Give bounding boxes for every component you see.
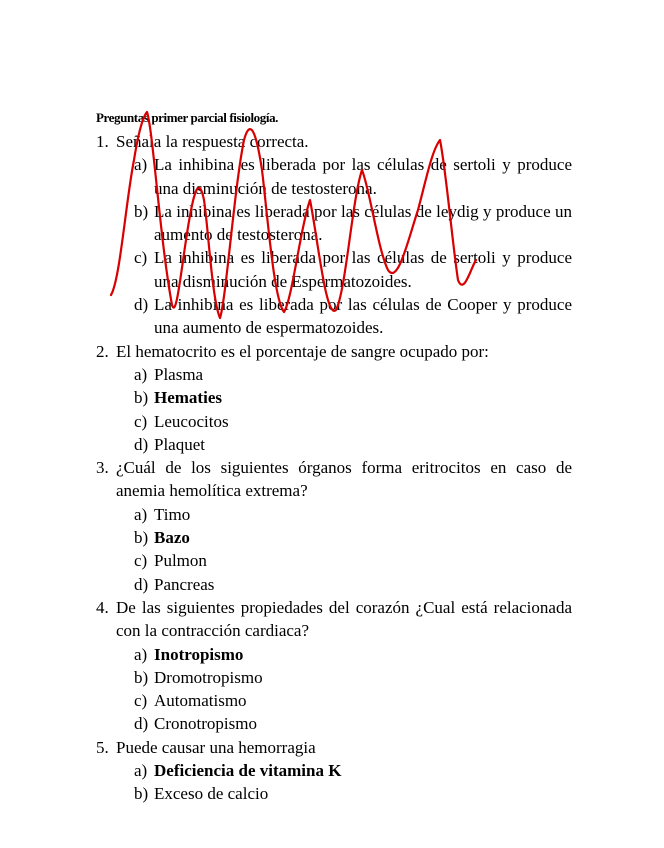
question-1 xyxy=(96,130,572,153)
answer-option xyxy=(96,643,572,666)
option-letter: a) xyxy=(134,644,148,664)
answer-option xyxy=(96,200,572,247)
option-text: Timo xyxy=(154,504,191,524)
document-title: Preguntas primer parcial fisiología. xyxy=(96,110,279,125)
answer-option xyxy=(96,153,572,200)
question-text: ¿Cuál de los siguientes órganos forma eritrocitos en caso de anemia hemolítica extrema? xyxy=(116,458,572,501)
question-number: 1. xyxy=(96,132,109,151)
option-letter: b) xyxy=(134,528,149,548)
option-letter: a) xyxy=(134,761,148,781)
question-number: 3. xyxy=(96,458,109,478)
option-letter: a) xyxy=(134,504,148,524)
option-letter: b) xyxy=(134,201,149,221)
option-text-correct: Hematies xyxy=(154,388,222,408)
question-text: El hematocrito es el porcentaje de sangre ocupado por: xyxy=(116,341,489,361)
option-text: Pulmon xyxy=(154,551,207,571)
question-number: 5. xyxy=(96,737,109,757)
answer-option xyxy=(96,782,572,805)
answer-option xyxy=(96,363,572,386)
option-letter: d) xyxy=(134,295,149,315)
option-text: La inhibina es liberada por las células de leydig y produce un aumento de testosterona. xyxy=(154,201,572,245)
answer-option xyxy=(96,293,572,340)
option-letter: a) xyxy=(134,155,148,175)
answer-option xyxy=(96,573,572,596)
option-text-correct: Deficiencia de vitamina K xyxy=(154,761,342,781)
option-letter: c) xyxy=(134,411,148,431)
option-text: Cronotropismo xyxy=(154,714,257,734)
option-text: Leucocitos xyxy=(154,411,229,431)
option-letter: d) xyxy=(134,574,149,594)
question-3 xyxy=(96,456,572,503)
option-text-correct: Bazo xyxy=(154,528,190,548)
question-number: 4. xyxy=(96,597,109,617)
question-list xyxy=(96,130,572,806)
question-text: De las siguientes propiedades del corazón ¿Cual está relacionada con la contracción cardiaca? xyxy=(116,597,572,641)
question-2 xyxy=(96,340,572,363)
options-list xyxy=(96,503,572,596)
answer-option xyxy=(96,410,572,433)
answer-option xyxy=(96,759,572,782)
option-letter: b) xyxy=(134,667,149,687)
options-list xyxy=(96,363,572,456)
question-5 xyxy=(96,736,572,759)
option-letter: c) xyxy=(134,248,148,268)
question-text: Puede causar una hemorragia xyxy=(116,737,316,757)
answer-option xyxy=(96,526,572,549)
answer-option xyxy=(96,386,572,409)
option-text-correct: Inotropismo xyxy=(154,644,244,664)
answer-option xyxy=(96,689,572,712)
question-text: Señala la respuesta correcta. xyxy=(116,132,309,151)
answer-option xyxy=(96,503,572,526)
option-letter: b) xyxy=(134,784,149,804)
option-text: Automatismo xyxy=(154,691,247,711)
option-text: Dromotropismo xyxy=(154,667,263,687)
answer-option xyxy=(96,433,572,456)
option-letter: b) xyxy=(134,388,149,408)
answer-option xyxy=(96,246,572,293)
question-number: 2. xyxy=(96,341,109,361)
option-text: Pancreas xyxy=(154,574,215,594)
options-list xyxy=(96,759,572,806)
question-4 xyxy=(96,596,572,643)
option-text: La inhibina es liberada por las células de sertoli y produce una disminución de testosterona. xyxy=(154,155,572,198)
option-letter: c) xyxy=(134,691,148,711)
option-text: La inhibina es liberada por las células de Cooper y produce una aumento de espermatozoides. xyxy=(154,295,572,338)
answer-option xyxy=(96,666,572,689)
option-letter: d) xyxy=(134,714,149,734)
options-list xyxy=(96,153,572,339)
option-text: La inhibina es liberada por las células de sertoli y produce una disminución de Espermatozoides. xyxy=(154,248,572,291)
option-text: Plaquet xyxy=(154,434,205,454)
option-text: Plasma xyxy=(154,364,204,384)
option-text: Exceso de calcio xyxy=(154,784,269,804)
options-list xyxy=(96,643,572,736)
option-letter: c) xyxy=(134,551,148,571)
option-letter: a) xyxy=(134,364,148,384)
option-letter: d) xyxy=(134,434,149,454)
answer-option xyxy=(96,549,572,572)
answer-option xyxy=(96,712,572,735)
